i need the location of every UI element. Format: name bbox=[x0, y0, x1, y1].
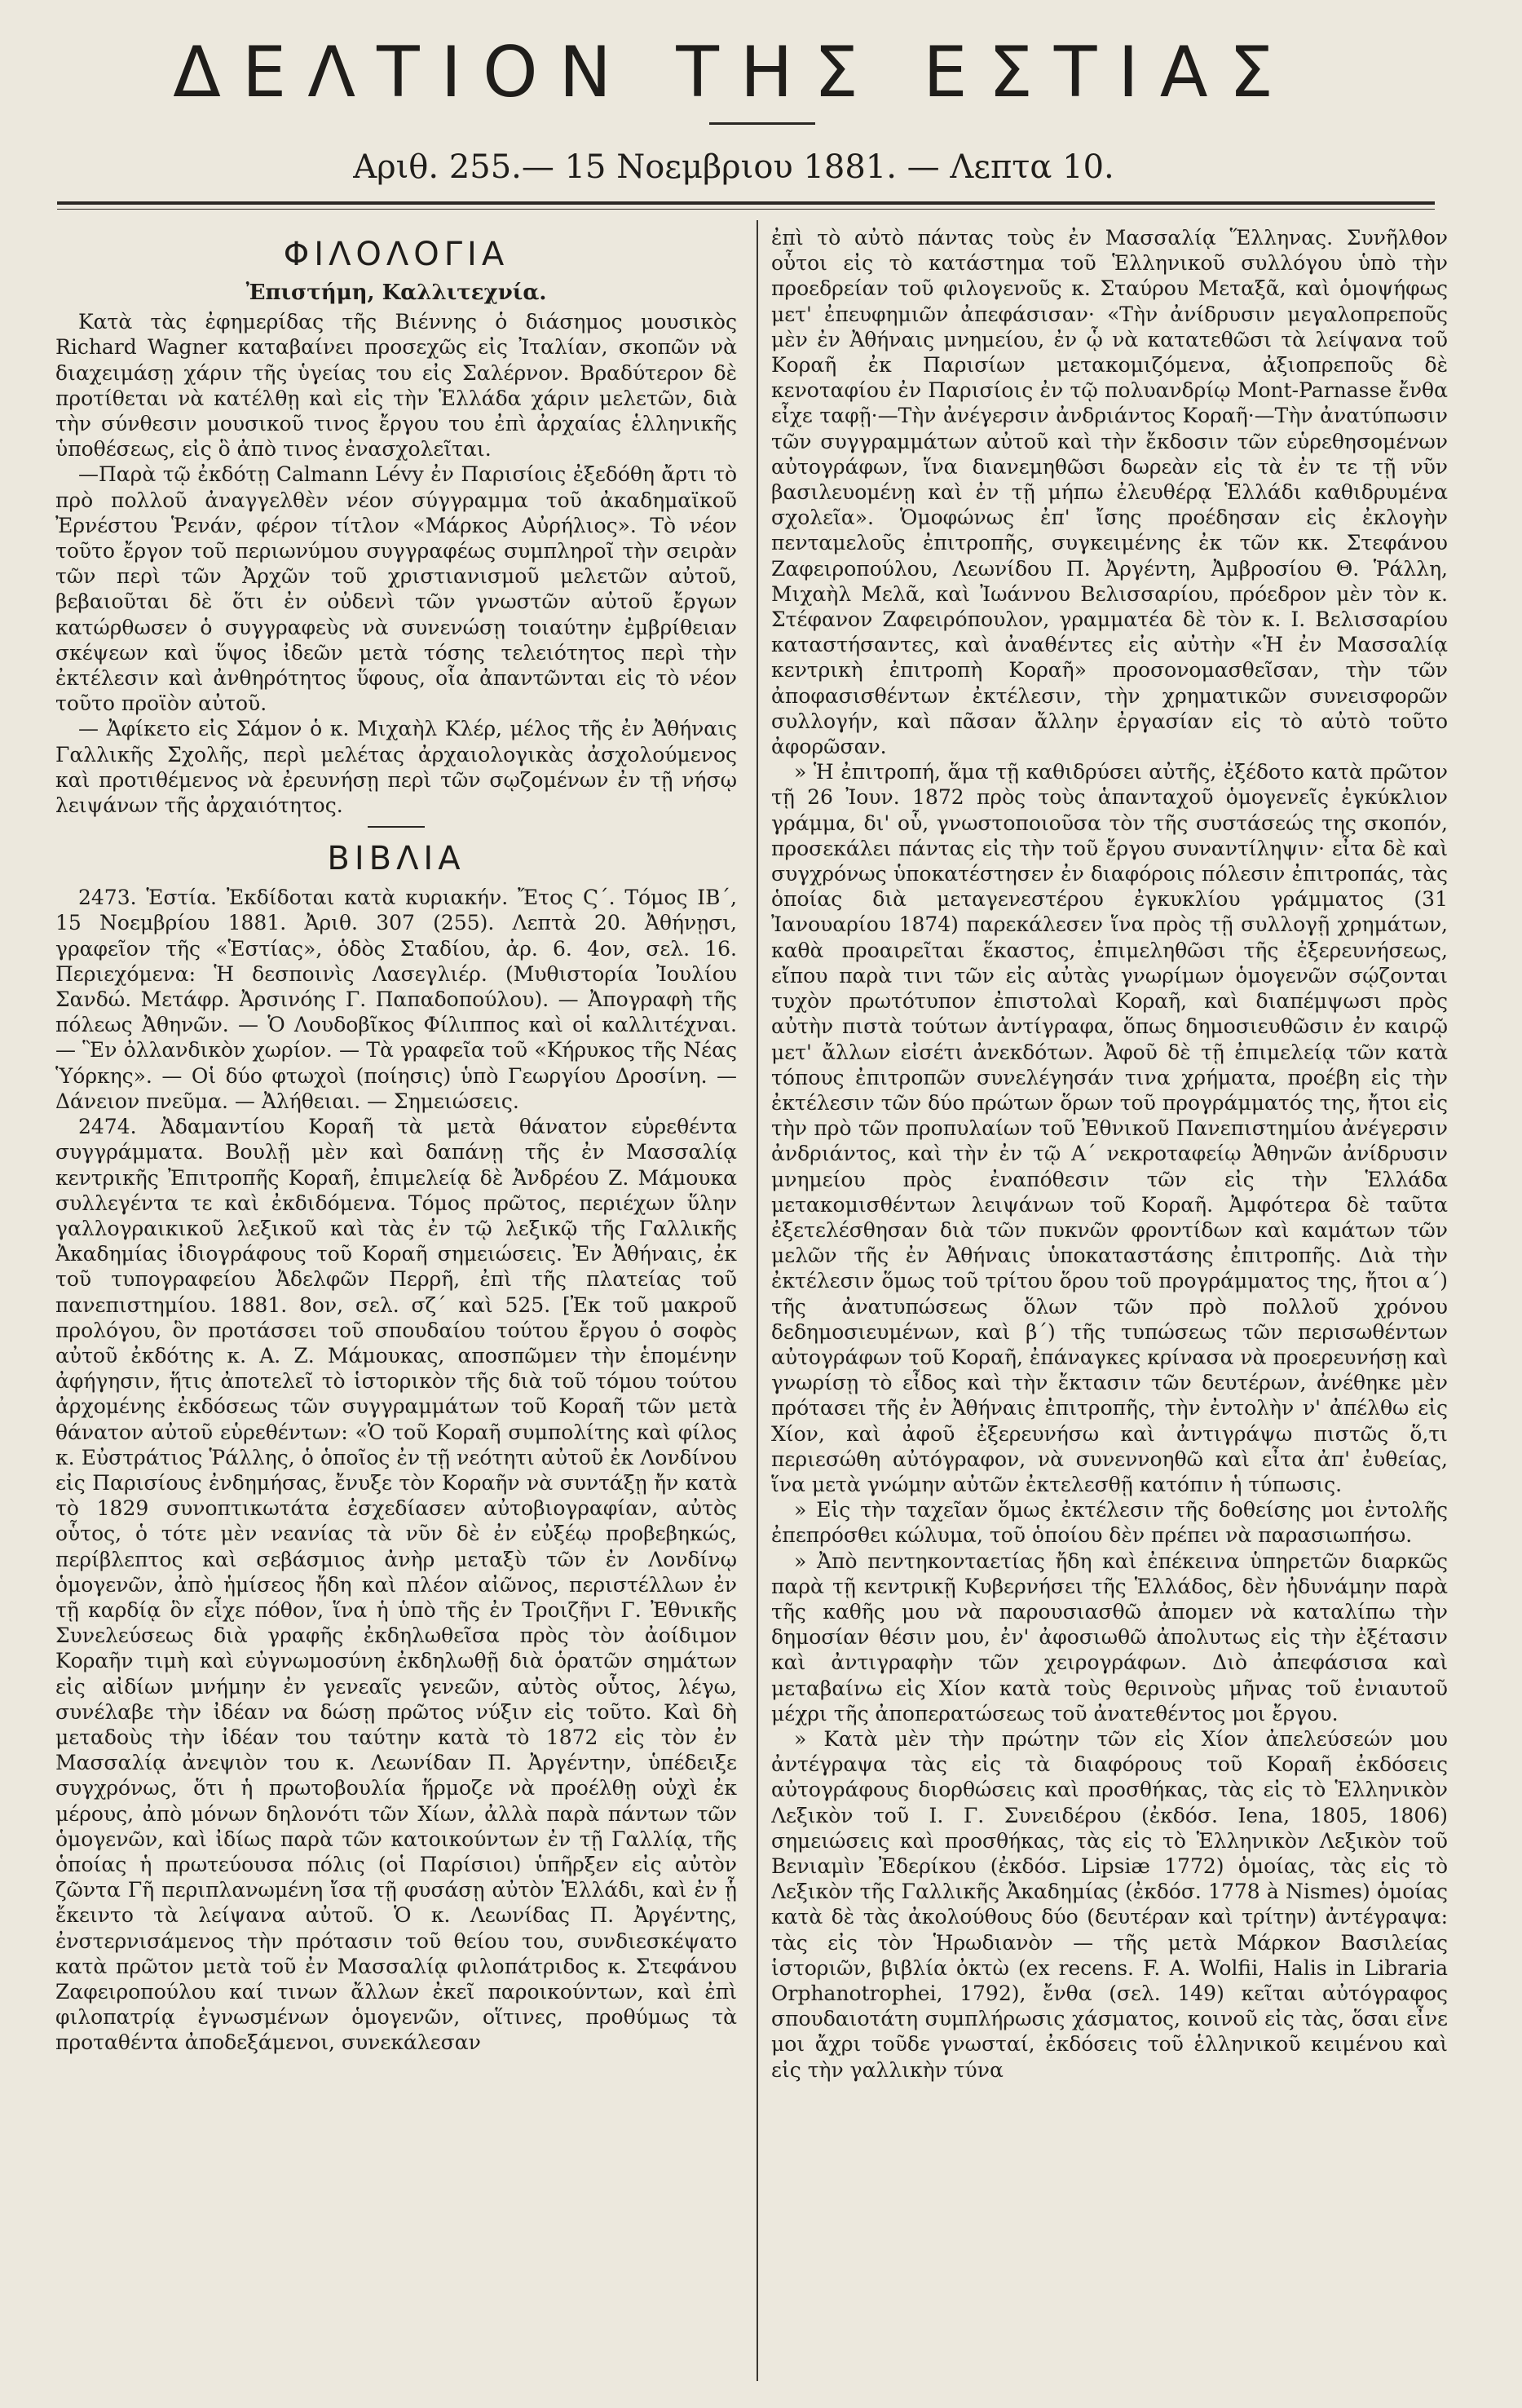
masthead-ornament-rule bbox=[709, 122, 815, 125]
article-paragraph: Κατὰ τὰς ἐφημερίδας τῆς Βιέννης ὁ διάσημος μουσικὸς Richard Wagner καταβαίνει προσεχῶς εἰς Ἰταλίαν, σκοπῶν νὰ διαχειμάσῃ χάριν τῆς ὑγείας του εἰς Σαλέρνον. Βραδύτερον δὲ προτίθεται νὰ κατέλθῃ καὶ εἰς τὴν Ἑλλάδα χάριν μελετῶν, διὰ τὴν σύνθεσιν μουσικοῦ τινος ἔργου του ἐπὶ ἀρχαίας ἑλληνικῆς ὑποθέσεως, εἰς ὃ ἀπὸ τινος ἐνασχολεῖται. bbox=[55, 310, 737, 462]
column-divider bbox=[757, 220, 758, 2381]
section-subheading: Ἐπιστήμη, Καλλιτεχνία. bbox=[245, 281, 547, 305]
section-separator bbox=[368, 826, 425, 828]
article-paragraph: » Ἀπὸ πεντηκονταετίας ἤδη καὶ ἐπέκεινα ὑπηρετῶν διαρκῶς παρὰ τῇ κεντρικῇ Κυβερνήσει τῆς Ἑλλάδος, δὲν ἠδυνάμην παρὰ τῆς καθῆς μου νὰ παρουσιασθῶ ἀπομεν νὰ καταλίπω τὴν δημοσίαν θέσιν μου, ἐν' ἀφοσιωθῶ ἀπολυτως εἰς τὴν ἐξέτασιν καὶ ἀντιγραφὴν τῶν χειρογράφων. Διὸ ἀπεφάσισα καὶ μεταβαίνω εἰς Χίον κατὰ τοὺς θερινοὺς μῆνας τοῦ ἐνιαυτοῦ μέχρι τῆς ἀποπερατώσεως τοῦ ἀνατεθέντος μοι ἔργου. bbox=[771, 1549, 1448, 1725]
article-paragraph: — Ἀφίκετο εἰς Σάμον ὁ κ. Μιχαὴλ Κλέρ, μέλος τῆς ἐν Ἀθήναις Γαλλικῆς Σχολῆς, περὶ μελέτας ἀρχαιολογικὰς ἀσχολούμενος καὶ προτιθέμενος νὰ ἐρευνήσῃ περὶ τῶν σῳζομένων ἐν τῇ νήσῳ λειψάνων τῆς ἀρχαιότητος. bbox=[55, 717, 737, 818]
section-heading-philology: ΦΙΛΟΛΟΓΙΑ bbox=[283, 236, 510, 273]
section-heading-books: ΒΙΒΛΙΑ bbox=[327, 840, 465, 878]
book-entry: 2474. Ἀδαμαντίου Κοραῆ τὰ μετὰ θάνατον εὑρεθέντα συγγράμματα. Βουλῇ μὲν καὶ δαπάνῃ τῆς ἐν Μασσαλίᾳ κεντρικῆς Ἐπιτροπῆς Κοραῆ, ἐπιμελείᾳ δὲ Ἀνδρέου Ζ. Μάμουκα συλλεγέντα τε καὶ ἐκδιδόμενα. Τόμος πρῶτος, περιέχων ὕλην γαλλογραικικοῦ λεξικοῦ καὶ τὰς ἐν τῷ λεξικῷ τῆς Γαλλικῆς Ἀκαδημίας ἰδιογράφους τοῦ Κοραῆ σημειώσεις. Ἐν Ἀθήναις, ἐκ τοῦ τυπογραφείου Ἀδελφῶν Περρῆ, ἐπὶ τῆς πλατείας τοῦ πανεπιστημίου. 1881. 8ον, σελ. σζ΄ καὶ 525. [Ἐκ τοῦ μακροῦ προλόγου, ὃν προτάσσει τοῦ σπουδαίου τούτου ἔργου ὁ σοφὸς αὐτοῦ ἐκδότης κ. Α. Ζ. Μάμουκας, αποσπῶμεν τὴν ἑπομένην ἀφήγησιν, ἥτις ἀποτελεῖ τὸ ἱστορικὸν τῆς διὰ τοῦ τόμου τούτου ἀρχομένης ἐκδόσεως τῶν συγγραμμάτων τοῦ Κοραῆ τῶν μετὰ θάνατον αὐτοῦ εὑρεθέντων: «Ὁ τοῦ Κοραῆ συμπολίτης καὶ φίλος κ. Εὐστράτιος Ῥάλλης, ὁ ὁποῖος ἐν τῇ νεότητι αὐτοῦ ἐκ Λονδίνου εἰς Παρισίους ἐνδημήσας, ἔνυξε τὸν Κοραῆν νὰ συντάξῃ ἤν κατὰ τὸ 1829 συνοπτικωτάτα ἐσχεδίασεν αὐτοβιογραφίαν, αὐτὸς οὗτος, ὁ τότε μὲν νεανίας τὰ νῦν δὲ ἐν εὐξέῳ προβεβηκώς, περίβλεπτος καὶ σεβάσμιος ἀνὴρ μεταξὺ τῶν ἐν Λονδίνῳ ὁμογενῶν, ἀπὸ ἡμίσεος ἤδη καὶ πλέον αἰῶνος, περιστέλλων ἐν τῇ καρδίᾳ ὃν εἶχε πόθον, ἵνα ἡ ὑπὸ τῆς ἐν Τροιζῆνι Γ. Ἐθνικῆς Συνελεύσεως διὰ γραφῆς ἐκδηλωθεῖσα πρὸς τὸν ἀοίδιμον Κοραῆν τιμὴ καὶ εὐγνωμοσύνη ἐκδηλωθῇ διὰ ὁρατῶν σημάτων εἰς αἰδίων μνήμην ἐν γενεαῖς γενεῶν, αὐτὸς οὗτος, λέγω, συνέλαβε τὴν ἰδέαν να δώσῃ πρῶτος νύξιν εἰς τοῦτο. Καὶ δὴ μεταδοὺς τὴν ἰδέαν του ταύτην κατὰ τὸ 1872 εἰς τὸν ἐν Μασσαλίᾳ ἀνεψιὸν του κ. Λεωνίδαν Π. Ἀργέντην, ὑπέδειξε συγχρόνως, ὅτι ἡ πρωτοβουλία ἥρμοζε νὰ προέλθῃ οὐχὶ ἐκ μέρους, ἀπὸ μόνων δηλονότι τῶν Χίων, ἀλλὰ παρὰ πάντων τῶν ὁμογενῶν, καὶ ἰδίως παρὰ τῶν κατοικούντων ἐν τῇ Γαλλίᾳ, τῆς ὁποίας ἡ πρωτεύουσα πόλις (οἱ Παρίσιοι) ὑπῆρξεν εἰς αὐτὸν ζῶντα Γῆ περιπλανωμένη ἴσα τῇ φυσάσῃ αὐτὸν Ἑλλάδι, καὶ ἐν ᾗ ἔκειντο τὰ λείψανα αὐτοῦ. Ὁ κ. Λεωνίδας Π. Ἀργέντης, ἐνστερνισάμενος τὴν πρότασιν τοῦ θείου του, συνδιεσκέψατο κατὰ πρῶτον μετὰ τοῦ ἐν Μασσαλίᾳ φιλοπάτριδος κ. Στεφάνου Ζαφειροπούλου καί τινων ἄλλων ἐκεῖ παροικούντων, καὶ ἐπὶ φιλοπατρίᾳ ἐγνωσμένων ὁμογενῶν, οἵτινες, προθύμως τὰ προταθέντα ἀποδεξάμενοι, συνεκάλεσαν bbox=[55, 1115, 737, 2055]
article-paragraph: » Κατὰ μὲν τὴν πρώτην τῶν εἰς Χίον ἀπελεύσεών μου ἀντέγραψα τὰς εἰς τὰ διαφόρους τοῦ Κοραῆ ἐκδόσεις αὐτογράφους διορθώσεις καὶ προσθήκας, τὰς εἰς τὸ Ἑλληνικὸν Λεξικὸν τοῦ Ι. Γ. Συνειδέρου (ἐκδόσ. Iena, 1805, 1806) σημειώσεις καὶ προσθήκας, τὰς εἰς τὸ Ἑλληνικὸν Λεξικὸν τοῦ Βενιαμὶν Ἐδερίκου (ἐκδόσ. Lipsiæ 1772) ὁμοίας, τὰς εἰς τὸ Λεξικὸν τῆς Γαλλικῆς Ἀκαδημίας (ἐκδόσ. 1778 à Nismes) ὁμοίας κατὰ δὲ τὰς ἀκολούθους δύο (δευτέραν καὶ τρίτην) ἀντέγραψα: τὰς εἰς τὸν Ἡρωδιανὸν — τῆς μετὰ Μάρκον Βασιλείας ἱστοριῶν, βιβλία ὀκτὼ (ex recens. F. A. Wolfii, Halis in Libraria Orphanotrophei, 1792), ἔνθα (σελ. 149) κεῖται αὐτόγραφος σπουδαιοτάτη συμπλήρωσις χάσματος, κοινοῦ εἰς τὰς, ὅσαι εἶνε μοι ἄχρι τοῦδε γνωσταί, ἐκδόσεις τοῦ ἑλληνικοῦ κειμένου καὶ εἰς τὴν γαλλικὴν τύνα bbox=[771, 1726, 1448, 2082]
article-paragraph: » Εἰς τὴν ταχεῖαν ὅμως ἐκτέλεσιν τῆς δοθείσης μοι ἐντολῆς ἐπεπρόσθει κώλυμα, τοῦ ὁποίου δὲν πρέπει νὰ παρασιωπήσω. bbox=[771, 1498, 1448, 1548]
masthead-rule-thin bbox=[57, 209, 1435, 210]
right-column bbox=[771, 225, 1448, 2378]
article-paragraph: ἐπὶ τὸ αὐτὸ πάντας τοὺς ἐν Μασσαλίᾳ Ἕλληνας. Συνῆλθον οὗτοι εἰς τὸ κατάστημα τοῦ Ἑλληνικοῦ συλλόγου ὑπὸ τὴν προεδρείαν τοῦ φιλογενοῦς κ. Σταύρου Μεταξᾶ, καὶ ὁμοψήφως μετ' ἐπευφημιῶν ἀπεφάσισαν· «Τὴν ἀνίδρυσιν μεγαλοπρεποῦς μὲν ἐν Ἀθήναις μνημείου, ἐν ᾧ νὰ κατατεθῶσι τὰ λείψανα τοῦ Κοραῆ ἐκ Παρισίων μετακομιζόμενα, ἀξιοπρεποῦς δὲ κενοταφίου ἐν Παρισίοις ἐν τῷ πολυανδρίῳ Mont-Parnasse ἔνθα εἶχε ταφῇ·—Τὴν ἀνέγερσιν ἀνδριάντος Κοραῆ·—Τὴν ἀνατύπωσιν τῶν συγγραμμάτων αὐτοῦ καὶ τὴν ἔκδοσιν τῶν εὑρεθησομένων αὐτογράφων, ἵνα διανεμηθῶσι δωρεὰν εἰς τὰ ἐν τε τῇ νῦν βασιλευομένῃ καὶ ἐν τῇ μήπω ἐλευθέρᾳ Ἑλλάδι καθιδρυμένα σχολεῖα». Ὁμοφώνως ἐπ' ἴσης προέδησαν εἰς ἐκλογὴν πενταμελοῦς ἐπιτροπῆς, συγκειμένης ἐκ τῶν κκ. Στεφάνου Ζαφειροπούλου, Λεωνίδου Π. Ἀργέντη, Ἀμβροσίου Θ. Ῥάλλη, Μιχαὴλ Μελᾶ, καὶ Ἰωάννου Βελισσαρίου, πρόεδρον μὲν τὸν κ. Στέφανον Ζαφειρόπουλον, γραμματέα δὲ τὸν κ. Ι. Βελισσαρίου καταστήσαντες, καὶ ἀναθέντες εἰς αὐτὴν «Ἡ ἐν Μασσαλίᾳ κεντρικὴ ἐπιτροπὴ Κοραῆ» προσονομασθεῖσαν, τὴν τῶν ἀποφασισθέντων ἐκτέλεσιν, τὴν χρηματικῶν συνεισφορῶν συλλογήν, καὶ πᾶσαν ἄλλην ἐργασίαν εἰς τὸ αὐτὸ τοῦτο ἀφορῶσαν. bbox=[771, 226, 1448, 759]
article-paragraph: —Παρὰ τῷ ἐκδότῃ Calmann Lévy ἐν Παρισίοις ἐξεδόθη ἄρτι τὸ πρὸ πολλοῦ ἀναγγελθὲν νέον σύγγραμμα τοῦ ἀκαδημαϊκοῦ Ἐρνέστου Ῥενάν, φέρον τίτλον «Μάρκος Αὐρήλιος». Τὸ νέον τοῦτο ἔργον τοῦ περιωνύμου συγγραφέως συμπληροῖ τὴν σειρὰν τῶν περὶ τῶν Ἀρχῶν τοῦ χριστιανισμοῦ μελετῶν αὐτοῦ, βεβαιοῦται δὲ ὅτι ἐν οὐδενὶ τῶν γνωστῶν αὐτοῦ ἔργων κατώρθωσεν ὁ συγγραφεὺς νὰ συνενώσῃ τοιαύτην ἐμβρίθειαν σκέψεων καὶ ὕψος ἰδεῶν μετὰ τόσης τελειότητος περὶ τὴν ἐκτέλεσιν καὶ ἀνθηρότητος ὕφους, οἷα ἀπαντῶνται εἰς τὸ νέον τοῦτο προϊὸν αὐτοῦ. bbox=[55, 462, 737, 716]
masthead-title: ΔΕΛΤΙΟΝ ΤΗΣ ΕΣΤΙΑΣ bbox=[173, 32, 1295, 113]
article-paragraph: » Ἡ ἐπιτροπή, ἅμα τῇ καθιδρύσει αὐτῆς, ἐξέδοτο κατὰ πρῶτον τῇ 26 Ἰουν. 1872 πρὸς τοὺς ἁπανταχοῦ ὁμογενεῖς ἐγκύκλιον γράμμα, δι' οὗ, γνωστοποιοῦσα τὸν τῆς συστάσεώς της σκοπόν, προσεκάλει πάντας εἰς τὴν τοῦ ἔργου συναντίληψιν· εἶτα δὲ καὶ συγχρόνως ὑποκατέστησεν ἐν διαφόροις πόλεσιν ἐπιτροπάς, τὰς ὁποίας διὰ μεταγενεστέρου ἐγκυκλίου γράμματος (31 Ἰανουαρίου 1874) παρεκάλεσεν ἵνα πρὸς τῇ συλλογῇ χρημάτων, καθὰ προαιρεῖται ἕκαστος, ἐπιμεληθῶσι τῆς ἐξερευνήσεως, εἴπου παρὰ τινι τῶν εἰς αὐτὰς γνωρίμων ὁμογενῶν σῴζονται τυχὸν πρωτότυπον ἐπιστολαὶ Κοραῆ, καὶ διαπέμψωσι πρὸς αὐτὴν πιστὰ τούτων ἀντίγραφα, ὅπως δημοσιευθῶσιν ἐν καιρῷ μετ' ἄλλων εἰσέτι ἀνεκδότων. Ἀφοῦ δὲ τῇ ἐπιμελείᾳ τῶν κατὰ τόπους ἐπιτροπῶν συνελέγησάν τινα χρήματα, προέβη εἰς τὴν ἐκτέλεσιν τῶν δύο πρώτων ὅρων τοῦ προγράμματός της, ἤτοι εἰς τὴν πρὸ τῶν προπυλαίων τοῦ Ἐθνικοῦ Πανεπιστημίου ἀνέγερσιν ἀνδριάντος, καὶ τὴν ἐν τῷ Α΄ νεκροταφείῳ Ἀθηνῶν ἀνίδρυσιν μνημείου πρὸς ἐναπόθεσιν τῶν εἰς τὴν Ἑλλάδα μετακομισθέντων λειψάνων τοῦ Κοραῆ. Ἀμφότερα δὲ ταῦτα ἐξετελέσθησαν διὰ τῶν πυκνῶν φροντίδων καὶ καμάτων τῶν μελῶν τῆς ἐν Ἀθήναις ὑποκαταστάσης ἐπιτροπῆς. Διὰ τὴν ἐκτέλεσιν ὅμως τοῦ τρίτου ὅρου τοῦ προγράμματος της, ἤτοι α΄) τῆς ἀνατυπώσεως ὅλων τῶν πρὸ πολλοῦ χρόνου δεδημοσιευμένων, καὶ β΄) τῆς τυπώσεως τῶν περισωθέντων αὐτογράφων τοῦ Κοραῆ, ἐπάναγκες κρίνασα νὰ προερευνήσῃ καὶ γνωρίσῃ τὸ εἶδος καὶ τὴν ἔκτασιν τῶν δευτέρων, ἀνέθηκε μὲν πρότασει τῆς ἐν Ἀθήναις ἐπιτροπῆς, τὴν ἐντολὴν ν' ἀπέλθω εἰς Χίον, καὶ ἀφοῦ ἐξερευνήσω καὶ ἀντιγράψω πιστῶς ὅ,τι περιεσώθη αὐτόγραφον, νὰ συνεννοηθῶ καὶ εἶτα ἀπ' ἐυθείας, ἵνα μετὰ γνώμην αὐτῶν ἐκτελεσθῇ κατόπιν ἡ τύπωσις. bbox=[771, 760, 1448, 1496]
issue-line: Αριθ. 255.— 15 Νοεμβριου 1881. — Λεπτα 10. bbox=[353, 148, 1114, 186]
masthead-rule bbox=[57, 201, 1435, 205]
book-entry: 2473. Ἑστία. Ἐκδίδοται κατὰ κυριακήν. Ἔτος Ϛ΄. Τόμος ΙΒ΄, 15 Νοεμβρίου 1881. Ἀριθ. 307 (255). Λεπτὰ 20. Ἀθήνῃσι, γραφεῖον τῆς «Ἑστίας», ὁδὸς Σταδίου, ἀρ. 6. 4ον, σελ. 16. Περιεχόμενα: Ἡ δεσποινὶς Λασεγλιέρ. (Μυθιστορία Ἰουλίου Σανδώ. Μετάφρ. Ἀρσινόης Γ. Παπαδοπούλου). — Ἀπογραφὴ τῆς πόλεως Ἀθηνῶν. — Ὁ Λουδοβῖκος Φίλιππος καὶ οἱ καλλιτέχναι. — Ἓν ὀλλανδικὸν χωρίον. — Τὰ γραφεῖα τοῦ «Κήρυκος τῆς Νέας Ὑόρκης». — Οἱ δύο φτωχοὶ (ποίησις) ὑπὸ Γεωργίου Δροσίνη. — Δάνειον πνεῦμα. — Ἀλήθειαι. — Σημειώσεις. bbox=[55, 886, 737, 1113]
left-column bbox=[55, 228, 737, 2381]
